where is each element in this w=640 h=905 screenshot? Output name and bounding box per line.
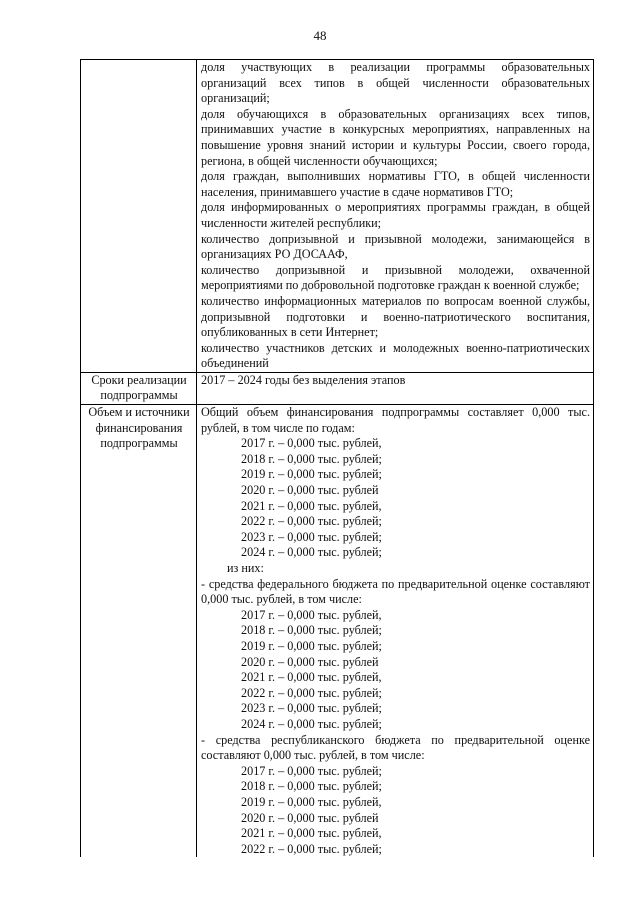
year-line: 2024 г. – 0,000 тыс. рублей; [241,716,382,731]
year-line: 2022 г. – 0,000 тыс. рублей; [241,841,382,856]
indicator-item: количество допризывной и призывной молодежи, занимающейся в организациях РО ДОСААФ, [201,231,590,262]
year-line: 2020 г. – 0,000 тыс. рублей [241,810,379,825]
indicators-cell [197,60,594,373]
of-which-label: из них: [227,561,264,575]
indicators-label-cell [81,60,197,373]
year-line: 2017 г. – 0,000 тыс. рублей, [241,607,382,622]
terms-row [81,372,594,404]
year-line: 2023 г. – 0,000 тыс. рублей; [241,529,382,544]
passport-table [80,59,594,857]
year-line: 2018 г. – 0,000 тыс. рублей; [241,779,382,794]
year-line: 2024 г. – 0,000 тыс. рублей; [241,545,382,560]
year-line: 2019 г. – 0,000 тыс. рублей, [241,794,382,809]
year-line: 2019 г. – 0,000 тыс. рублей; [241,467,382,482]
year-line: 2022 г. – 0,000 тыс. рублей; [241,685,382,700]
indicator-item: доля участвующих в реализации программы образовательных организаций всех типов в общей численности образовательных организаций; [201,60,590,106]
year-line: 2020 г. – 0,000 тыс. рублей [241,654,379,669]
indicator-item: количество участников детских и молодежных военно-патриотических объединений [201,340,590,371]
financing-cell [197,405,594,858]
indicator-item: доля обучающихся в образовательных организациях всех типов, принимавших участие в конкурсных мероприятиях, направленных на повышение уровня знаний истории и культуры России, своего города, региона, в общей численности обучающихся; [201,106,590,168]
year-line: 2020 г. – 0,000 тыс. рублей [241,483,379,498]
terms-label: Сроки реализации подпрограммы [81,372,197,404]
year-line: 2019 г. – 0,000 тыс. рублей; [241,638,382,653]
indicator-item: количество допризывной и призывной молодежи, охваченной мероприятиями по добровольной подготовке граждан к военной службе; [201,262,590,293]
financing-total: Общий объем финансирования подпрограммы составляет 0,000 тыс. рублей, в том числе по годам: [201,405,590,435]
year-line: 2023 г. – 0,000 тыс. рублей; [241,701,382,716]
indicator-item: доля информированных о мероприятиях программы граждан, в общей численности жителей республики; [201,200,590,230]
year-line: 2022 г. – 0,000 тыс. рублей; [241,514,382,529]
year-line: 2021 г. – 0,000 тыс. рублей, [241,826,382,841]
year-line: 2021 г. – 0,000 тыс. рублей, [241,498,382,513]
page-number: 48 [313,28,327,43]
financing-label: Объем и источники финансирования подпрограммы [81,405,197,858]
federal-budget-text: - средства федерального бюджета по предварительной оценке составляют 0,000 тыс. рублей, в том числе: [201,576,590,607]
indicators-row [81,60,594,373]
financing-row [81,405,594,858]
year-line: 2021 г. – 0,000 тыс. рублей, [241,670,382,685]
republic-budget-text: - средства республиканского бюджета по предварительной оценке составляют 0,000 тыс. рублей, в том числе: [201,732,590,763]
year-line: 2018 г. – 0,000 тыс. рублей; [241,451,382,466]
year-line: 2017 г. – 0,000 тыс. рублей; [241,763,382,778]
year-line: 2018 г. – 0,000 тыс. рублей; [241,623,382,638]
indicator-item: доля граждан, выполнивших нормативы ГТО, в общей численности населения, принимавшего участие в сдаче нормативов ГТО; [201,169,590,199]
indicator-item: количество информационных материалов по вопросам военной службы, допризывной подготовки и военно-патриотического воспитания, опубликованных в сети Интернет; [201,293,590,340]
year-line: 2017 г. – 0,000 тыс. рублей, [241,436,382,451]
terms-text: 2017 – 2024 годы без выделения этапов [201,372,406,387]
terms-value [197,372,594,404]
